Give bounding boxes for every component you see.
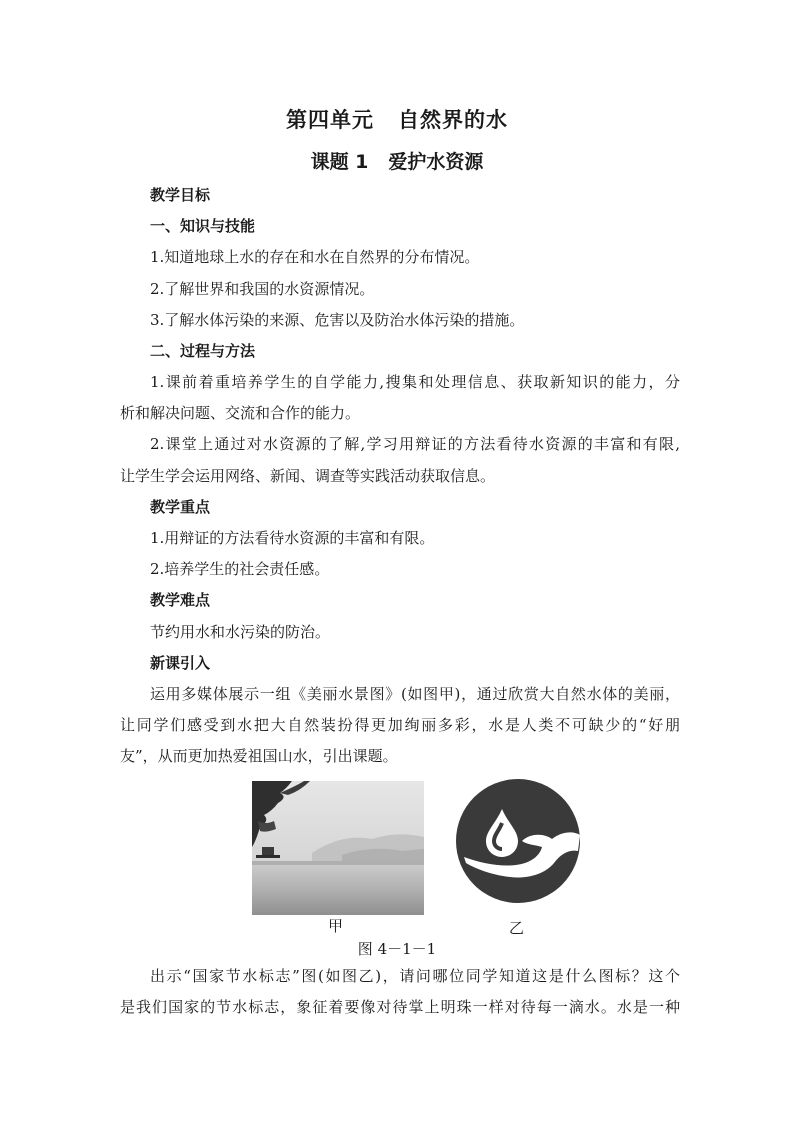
key-point-1: 1.用辩证的方法看待水资源的丰富和有限。 [150, 529, 435, 547]
heading-goals: 教学目标 [150, 186, 211, 204]
key-point-2: 2.培养学生的社会责任感。 [150, 560, 330, 578]
knowledge-item-3: 3.了解水体污染的来源、危害以及防治水体污染的措施。 [150, 311, 525, 329]
heading-difficult-points: 教学难点 [150, 591, 211, 609]
difficult-point-1: 节约用水和水污染的防治。 [150, 623, 331, 641]
lesson-number: 课题 1 [310, 151, 369, 173]
process-item-2-line-2: 让学生学会运用网络、新闻、调查等实践活动获取信息。 [120, 467, 496, 485]
explain-line-1: 出示“国家节水标志”图(如图乙)，请问哪位同学知道这是什么图标？这个 [150, 967, 680, 985]
process-item-1-line-1: 1.课前着重培养学生的自学能力,搜集和处理信息、获取新知识的能力，分 [150, 373, 680, 391]
heading-intro: 新课引入 [150, 654, 211, 672]
process-item-1-line-2: 析和解决问题、交流和合作的能力。 [120, 404, 361, 422]
explain-line-2: 是我们国家的节水标志，象征着要像对待掌上明珠一样对待每一滴水。水是一种 [120, 998, 680, 1016]
unit-name: 自然界的水 [398, 108, 508, 132]
lake-photo [252, 781, 424, 915]
intro-line-1: 运用多媒体展示一组《美丽水景图》(如图甲)，通过欣赏大自然水体的美丽， [150, 685, 680, 703]
unit-title [0, 104, 794, 134]
lesson-name: 爱护水资源 [388, 151, 484, 173]
knowledge-item-2: 2.了解世界和我国的水资源情况。 [150, 280, 375, 298]
figure-caption: 图 4－1－1 [357, 940, 437, 958]
heading-knowledge: 一、知识与技能 [150, 217, 256, 235]
unit-number: 第四单元 [286, 108, 374, 132]
heading-process: 二、过程与方法 [150, 342, 256, 360]
figure-label-a: 甲 [328, 917, 344, 935]
process-item-2-line-1: 2.课堂上通过对水资源的了解,学习用辩证的方法看待水资源的丰富和有限, [150, 435, 680, 453]
figure-label-b: 乙 [509, 919, 525, 937]
intro-line-2: 让同学们感受到水把大自然装扮得更加绚丽多彩，水是人类不可缺少的“好朋 [120, 716, 680, 734]
intro-line-3: 友”，从而更加热爱祖国山水，引出课题。 [120, 747, 398, 765]
lesson-title [0, 147, 794, 174]
heading-key-points: 教学重点 [150, 498, 211, 516]
water-saving-logo-icon [456, 779, 580, 903]
knowledge-item-1: 1.知道地球上水的存在和水在自然界的分布情况。 [150, 248, 480, 266]
